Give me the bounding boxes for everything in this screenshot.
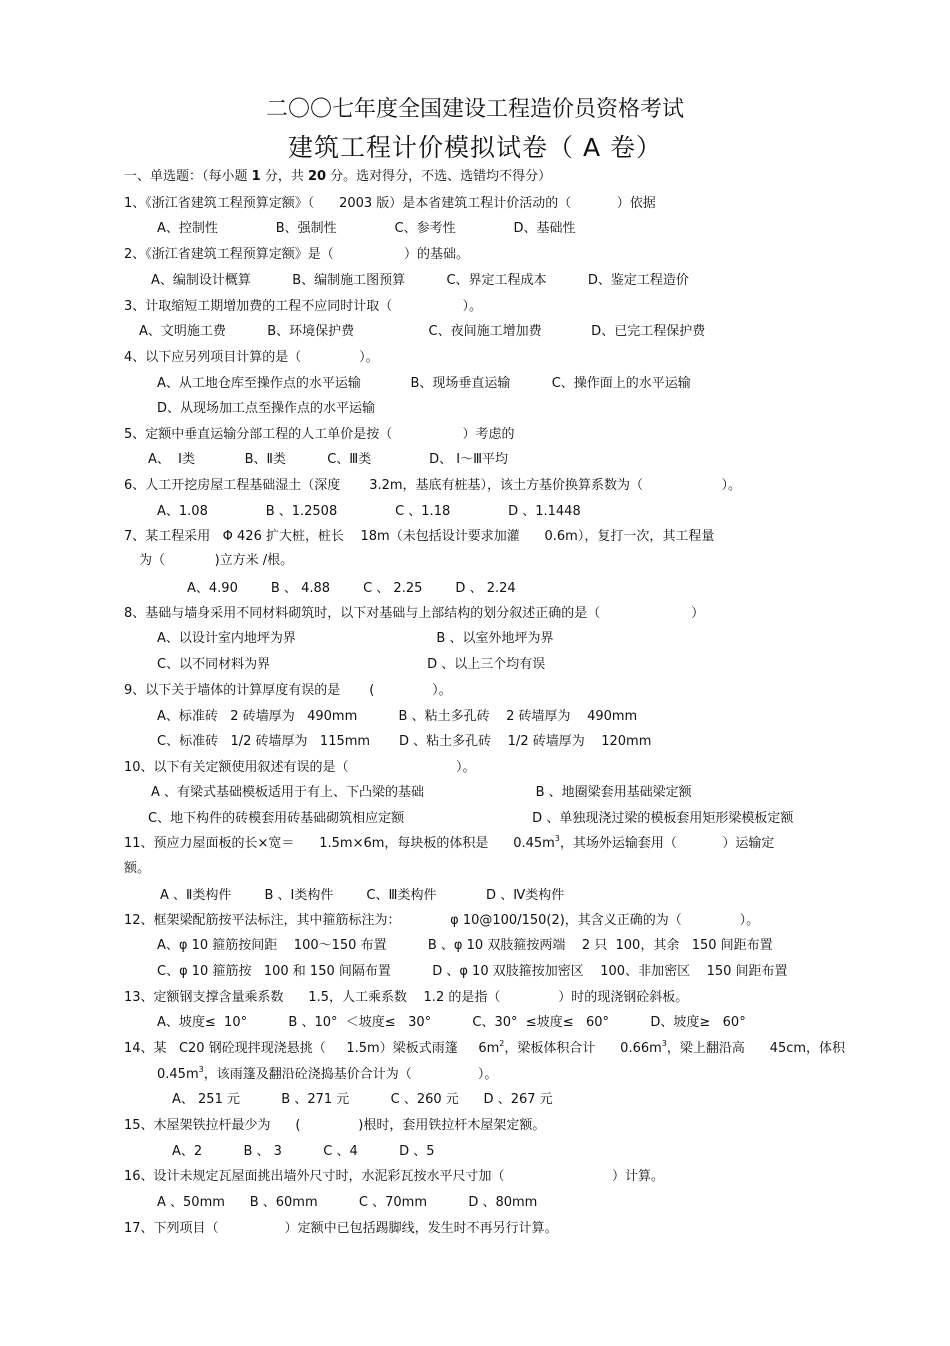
question-11-options: A 、Ⅱ类构件 B 、Ⅰ类构件 C、Ⅲ类构件 D 、Ⅳ类构件: [160, 888, 565, 903]
question-7-cont: 为（ )立方米 /根。: [139, 553, 294, 568]
question-6-options: A、1.08 B 、1.2508 C 、1.18 D 、1.1448: [157, 504, 581, 519]
question-13: 13、定额钢支撑含量乘系数 1.5，人工乘系数 1.2 的是指（ ）时的现浇钢砼斜板。: [124, 990, 689, 1005]
question-4: 4、以下应另列项目计算的是（ ）。: [124, 350, 379, 365]
question-8: 8、基础与墙身采用不同材料砌筑时，以下对基础与上部结构的划分叙述正确的是（ ）: [124, 606, 705, 621]
question-7-options: A、4.90 B 、 4.88 C 、 2.25 D 、 2.24: [187, 581, 516, 596]
question-8-options-2: C、以不同材料为界 D 、以上三个均有误: [157, 657, 546, 672]
question-10-options-2: C、地下构件的砖模套用砖基础砌筑相应定额 D 、单独现浇过梁的模板套用矩形梁模板定额: [148, 811, 794, 826]
question-9: 9、以下关于墙体的计算厚度有误的是 ( ）。: [124, 683, 452, 698]
question-5-options: A、 Ⅰ类 B、Ⅱ类 C、Ⅲ类 D、 Ⅰ～Ⅲ平均: [148, 452, 509, 467]
question-16-options: A 、50mm B 、60mm C 、70mm D 、80mm: [157, 1195, 538, 1210]
question-4-options-2: D、从现场加工点至操作点的水平运输: [157, 401, 376, 416]
question-9-options-2: C、标准砖 1/2 砖墙厚为 115mm D 、粘土多孔砖 1/2 砖墙厚为 120mm: [157, 734, 652, 749]
score-each: 1: [251, 169, 261, 184]
exam-title: 二〇〇七年度全国建设工程造价员资格考试: [265, 97, 684, 122]
question-15-options: A、2 B 、 3 C 、4 D 、5: [172, 1144, 435, 1159]
question-2-options: A、编制设计概算 B、编制施工图预算 C、界定工程成本 D、鉴定工程造价: [151, 273, 689, 288]
question-6: 6、人工开挖房屋工程基础湿土（深度 3.2m，基底有桩基），该土方基价换算系数为（ ）。: [124, 478, 742, 493]
question-14-cont: $0.45m^3$，该雨篷及翻沿砼浇捣基价合计为（ ）。: [157, 1065, 498, 1082]
question-15: 15、木屋架铁拉杆最少为 ( )根时，套用铁拉杆木屋架定额。: [124, 1118, 546, 1133]
exam-subtitle: 建筑工程计价模拟试卷（ A 卷）: [288, 133, 662, 162]
score-total: 20: [307, 169, 327, 184]
question-11-cont: 额。: [124, 861, 151, 876]
question-9-options-1: A、标准砖 2 砖墙厚为 490mm B 、粘土多孔砖 2 砖墙厚为 490mm: [157, 709, 638, 724]
question-2: 2、《浙江省建筑工程预算定额》是（ ）的基础。: [124, 247, 470, 262]
question-12: 12、框架梁配筋按平法标注，其中箍筋标注为： φ 10@100/150(2)，其含义正确的为（ ）。: [124, 913, 760, 928]
question-12-options-1: A、φ 10 箍筋按间距 100～150 布置 B 、φ 10 双肢箍按两端 2 只 100，其余 150 间距布置: [157, 938, 773, 953]
question-5: 5、定额中垂直运输分部工程的人工单价是按（ ）考虑的: [124, 427, 515, 442]
question-10-options-1: A 、有梁式基础模板适用于有上、下凸梁的基础 B 、地圈梁套用基础梁定额: [151, 785, 692, 800]
question-10: 10、以下有关定额使用叙述有误的是（ ）。: [124, 760, 476, 775]
question-1: 1、《浙江省建筑工程预算定额》（ 2003 版）是本省建筑工程计价活动的（ ）依据: [124, 196, 656, 211]
question-12-options-2: C、φ 10 箍筋按 100 和 150 间隔布置 D 、φ 10 双肢箍按加密区 100、非加密区 150 间距布置: [157, 964, 788, 979]
question-14: 14、某 C20 钢砼现拌现浇悬挑（ 1.5m）梁板式雨篷 $6m^2$，梁板体积合计 $0.66m^3$，梁上翻沿高 45cm，体积: [124, 1039, 846, 1056]
question-3: 3、计取缩短工期增加费的工程不应同时计取（ ）。: [124, 299, 483, 314]
question-17: 17、下列项目（ ）定额中已包括踢脚线，发生时不再另行计算。: [124, 1221, 558, 1236]
question-3-options: A、文明施工费 B、环境保护费 C、夜间施工增加费 D、已完工程保护费: [139, 324, 706, 339]
question-1-options: A、控制性 B、强制性 C、参考性 D、基础性: [157, 221, 576, 236]
question-16: 16、设计未规定瓦屋面挑出墙外尺寸时，水泥彩瓦按水平尺寸加（ ）计算。: [124, 1169, 664, 1184]
section-intro: 一、单选题：（每小题 1 分，共 20 分。选对得分，不选、选错均不得分）: [124, 169, 552, 184]
question-4-options-1: A、从工地仓库至操作点的水平运输 B、现场垂直运输 C、操作面上的水平运输: [157, 376, 691, 391]
question-13-options: A、坡度≤ 10° B 、10° ＜坡度≤ 30° C、30° ≤坡度≤ 60° D、坡度≥ 60°: [157, 1015, 746, 1030]
question-14-options: A、 251 元 B 、271 元 C 、260 元 D 、267 元: [172, 1092, 553, 1107]
question-8-options-1: A、以设计室内地坪为界 B 、以室外地坪为界: [157, 631, 554, 646]
question-7: 7、某工程采用 Φ 426 扩大桩，桩长 18m（未包括设计要求加灌 0.6m），复打一次，其工程量: [124, 529, 715, 544]
question-11: 11、预应力屋面板的长×宽＝ 1.5m×6m，每块板的体积是 $0.45m^3$，其场外运输套用（ ）运输定: [124, 834, 775, 851]
